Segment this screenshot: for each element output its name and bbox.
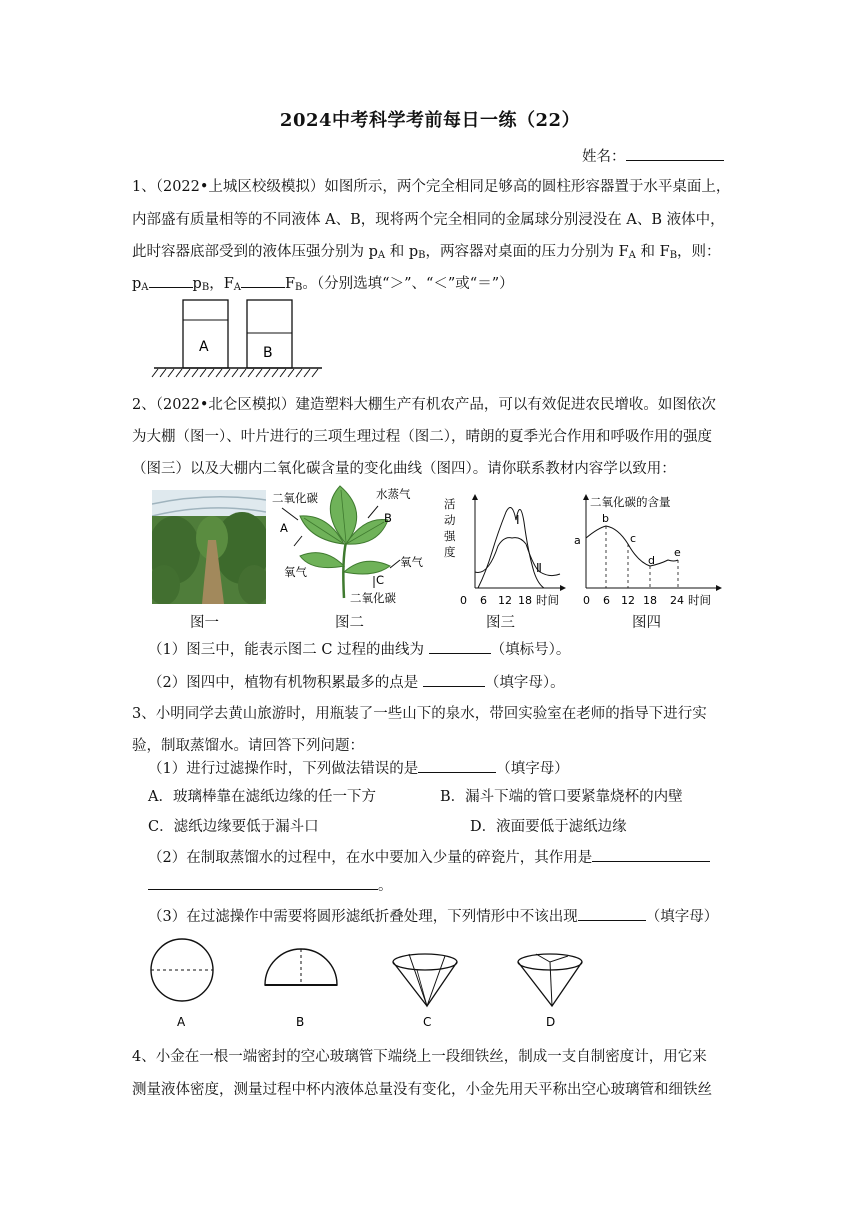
q2-line1: 2、（2022•北仑区模拟）建造塑料大棚生产有机农产品，可以有效促进农民增收。如图依次 [132, 397, 716, 413]
ylabel-char-4: 度 [444, 545, 456, 559]
q2-line3: （图三）以及大棚内二氧化碳含量的变化曲线（图四）。请你联系教材内容学以致用： [132, 461, 676, 477]
tick-18: 18 [643, 594, 657, 607]
fig1-caption: 图一 [190, 615, 219, 631]
tick-6: 6 [480, 594, 487, 607]
tick-0: 0 [460, 594, 467, 607]
co2-chart [568, 492, 728, 612]
co2-ylabel: 二氧化碳的含量 [590, 495, 671, 509]
name-label: 姓名： [582, 149, 626, 165]
q1-blank-pressure[interactable] [149, 273, 193, 288]
q4-line2: 测量液体密度，测量过程中杯内液体总量没有变化，小金先用天平称出空心玻璃管和细铁丝 [132, 1082, 712, 1098]
name-blank[interactable] [626, 146, 724, 161]
fig3-caption: 图三 [486, 615, 515, 631]
filter-option-c [393, 954, 457, 1006]
filter-label-a: A [177, 1015, 186, 1029]
q2-line2: 为大棚（图一）、叶片进行的三项生理过程（图二），晴朗的夏季光合作用和呼吸作用的强度 [132, 429, 712, 445]
q3-sub2-blank-1[interactable] [592, 847, 710, 862]
curve-2-label: Ⅱ [536, 561, 542, 575]
q4-line1: 4、小金在一根一端密封的空心玻璃管下端绕上一段细铁丝，制成一支自制密度计，用它来 [132, 1049, 707, 1065]
q3-option-c: C．滤纸边缘要低于漏斗口 [148, 819, 319, 835]
label-oxygen-left: 氧气 [284, 565, 307, 579]
q2-sub2-blank[interactable] [423, 672, 485, 687]
tick-12: 12 [498, 594, 512, 607]
tick-0: 0 [583, 594, 590, 607]
q3-sub3: （3）在过滤操作中需要将圆形滤纸折叠处理，下列情形中不该出现 （填字母） [148, 906, 732, 927]
ylabel-char-1: 活 [444, 497, 456, 511]
label-co2-top: 二氧化碳 [272, 491, 318, 505]
q3-sub1-blank[interactable] [418, 758, 496, 773]
tick-12: 12 [621, 594, 635, 607]
q3-sub2-blank-2[interactable] [148, 875, 378, 890]
container-a-label: A [199, 339, 209, 355]
greenhouse-photo [152, 490, 266, 604]
label-water-vapor: 水蒸气 [376, 487, 411, 501]
q2-sub2: （2）图四中，植物有机物积累最多的点是 （填字母）。 [148, 672, 748, 693]
label-process-c: C [376, 573, 385, 587]
q3-sub2-cont: 。 [148, 875, 748, 896]
filter-label-b: B [296, 1015, 305, 1029]
filter-paper-figure [145, 930, 605, 1032]
xlabel: 时间 [536, 593, 559, 607]
tick-24: 24 [670, 594, 684, 607]
curve-1 [478, 508, 544, 589]
leaf-diagram [272, 480, 432, 608]
filter-option-d [518, 954, 582, 1006]
filter-label-c: C [423, 1015, 432, 1029]
xlabel: 时间 [688, 593, 711, 607]
q1-blank-force[interactable] [241, 273, 285, 288]
ylabel-char-3: 强 [444, 529, 456, 543]
q3-option-d: D．液面要低于滤纸边缘 [470, 819, 627, 835]
label-co2-bottom: 二氧化碳 [350, 591, 396, 605]
label-process-b: B [384, 511, 392, 525]
q2-sub1: （1）图三中，能表示图二 C 过程的曲线为 （填标号）。 [148, 639, 748, 660]
activity-chart [440, 492, 570, 612]
tick-18: 18 [518, 594, 532, 607]
filter-option-a [151, 939, 213, 1001]
page-title: 2024中考科学考前每日一练（22） [279, 110, 581, 131]
q1-line2: 内部盛有质量相等的不同液体 A、B，现将两个完全相同的金属球分别浸没在 A、B 液体中， [132, 212, 725, 228]
point-e: e [674, 546, 681, 559]
q3-sub3-blank[interactable] [578, 906, 646, 921]
container-a [183, 300, 228, 368]
point-b: b [602, 512, 609, 525]
q1-line1: 1、（2022•上城区校级模拟）如图所示，两个完全相同足够高的圆柱形容器置于水平桌面上， [132, 179, 731, 195]
q3-sub1: （1）进行过滤操作时，下列做法错误的是 （填字母） [148, 758, 748, 779]
q1-containers-figure [150, 298, 325, 380]
curve-1-label: Ⅰ [516, 513, 520, 527]
label-oxygen-right: 氧气 [400, 555, 423, 569]
ylabel-char-2: 动 [444, 513, 456, 527]
q3-line1: 3、小明同学去黄山旅游时，用瓶装了一些山下的泉水，带回实验室在老师的指导下进行实 [132, 706, 707, 722]
q3-line2: 验，制取蒸馏水。请回答下列问题： [132, 738, 364, 754]
q1-line3: 此时容器底部受到的液体压强分别为 $p_A$ 和 $p_B$，两容器对桌面的压力分别为 $F_A$ 和 $F_B$，则： [132, 244, 721, 261]
q1-line4: $p_A$ $p_B$，$F_A$ $F_B$。（分别选填“＞”、“＜”或“＝”） [132, 273, 732, 298]
label-process-a: A [280, 521, 288, 535]
point-a: a [574, 534, 581, 547]
filter-option-b [265, 949, 337, 985]
q3-option-a: A．玻璃棒靠在滤纸边缘的任一下方 [148, 789, 376, 805]
q2-sub1-blank[interactable] [429, 639, 491, 654]
name-field [582, 146, 732, 167]
point-d: d [648, 554, 655, 567]
point-c: c [630, 532, 637, 545]
fig4-caption: 图四 [632, 615, 661, 631]
container-b-label: B [263, 345, 273, 361]
curve-2 [475, 538, 560, 576]
q3-option-b: B．漏斗下端的管口要紧靠烧杯的内壁 [440, 789, 683, 805]
fig2-caption: 图二 [335, 615, 364, 631]
tick-6: 6 [603, 594, 610, 607]
q3-sub2: （2）在制取蒸馏水的过程中，在水中要加入少量的碎瓷片，其作用是 [148, 847, 732, 868]
filter-label-d: D [546, 1015, 556, 1029]
